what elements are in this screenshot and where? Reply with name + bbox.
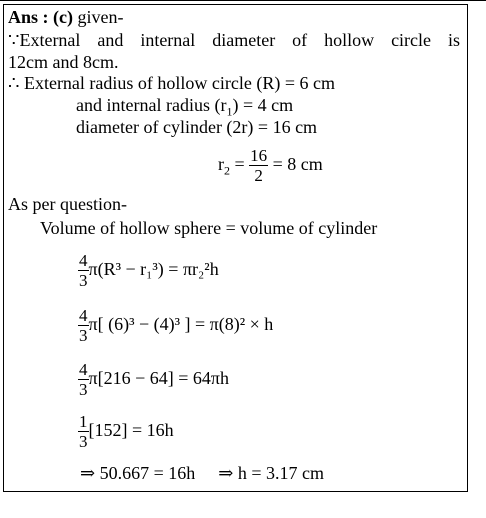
cylinder-diameter-line: diameter of cylinder (2r) = 16 cm [76, 117, 318, 137]
answer-label: Ans : (c) [8, 7, 73, 27]
equation-5 [80, 462, 324, 484]
equation-3 [78, 358, 229, 399]
given-label: given- [77, 7, 124, 27]
as-per-question: As per question- [8, 194, 127, 214]
top-rule [0, 0, 486, 1]
equation-3-fraction [78, 360, 89, 399]
equation-1-numerator: 4 [79, 251, 88, 271]
equation-5-result: ⇒ h = 3.17 cm [218, 463, 324, 483]
r2-denominator: 2 [254, 166, 263, 186]
given-statement-line-1 [8, 29, 460, 51]
equation-2 [78, 302, 273, 346]
r2-symbol: r [218, 154, 224, 174]
r2-result: = 8 cm [272, 154, 323, 174]
equation-2-fraction [78, 306, 89, 345]
equation-4 [78, 410, 174, 451]
equation-4-body: [152] = 16h [88, 420, 174, 440]
equation-2-body: π[ (6)³ − (4)³ ] = π(8)² × h [88, 314, 274, 334]
equation-1-denominator: 3 [79, 271, 88, 291]
equation-4-fraction [78, 412, 89, 451]
r2-equals: = [234, 154, 245, 174]
volume-equality-line: Volume of hollow sphere = volume of cylinder [40, 218, 378, 238]
r2-fraction [249, 146, 268, 185]
r2-numerator: 16 [250, 146, 268, 166]
equation-5-step: ⇒ 50.667 = 16h [80, 463, 196, 483]
answer-header [8, 6, 123, 28]
equation-1-body: π(R³ − r₁³) = πr₂²h [88, 259, 219, 279]
equation-2-denominator: 3 [79, 326, 88, 346]
equation-4-denominator: 3 [79, 432, 88, 452]
r2-equation [218, 143, 323, 185]
r2-subscript: 2 [224, 163, 230, 178]
given-statement-line-2: 12cm and 8cm. [8, 52, 119, 72]
equation-3-denominator: 3 [79, 380, 88, 400]
equation-2-numerator: 4 [79, 306, 88, 326]
equation-1-fraction [78, 251, 89, 290]
internal-radius-line [76, 94, 294, 119]
equation-3-numerator: 4 [79, 360, 88, 380]
equation-4-numerator: 1 [79, 412, 88, 432]
equation-3-body: π[216 − 64] = 64πh [88, 368, 229, 388]
external-radius-line [8, 72, 335, 94]
because-symbol: ∵ [8, 30, 20, 50]
equation-1 [78, 249, 219, 290]
internal-radius-sub: 1 [226, 104, 233, 119]
external-radius-text: External radius of hollow circle (R) = 6 cm [23, 73, 336, 93]
internal-radius-pre: and internal radius (r [76, 95, 227, 115]
given-statement-text: External and internal diameter of hollow circle is [19, 30, 460, 50]
internal-radius-post: ) = 4 cm [232, 95, 294, 115]
therefore-symbol: ∴ [8, 73, 20, 93]
